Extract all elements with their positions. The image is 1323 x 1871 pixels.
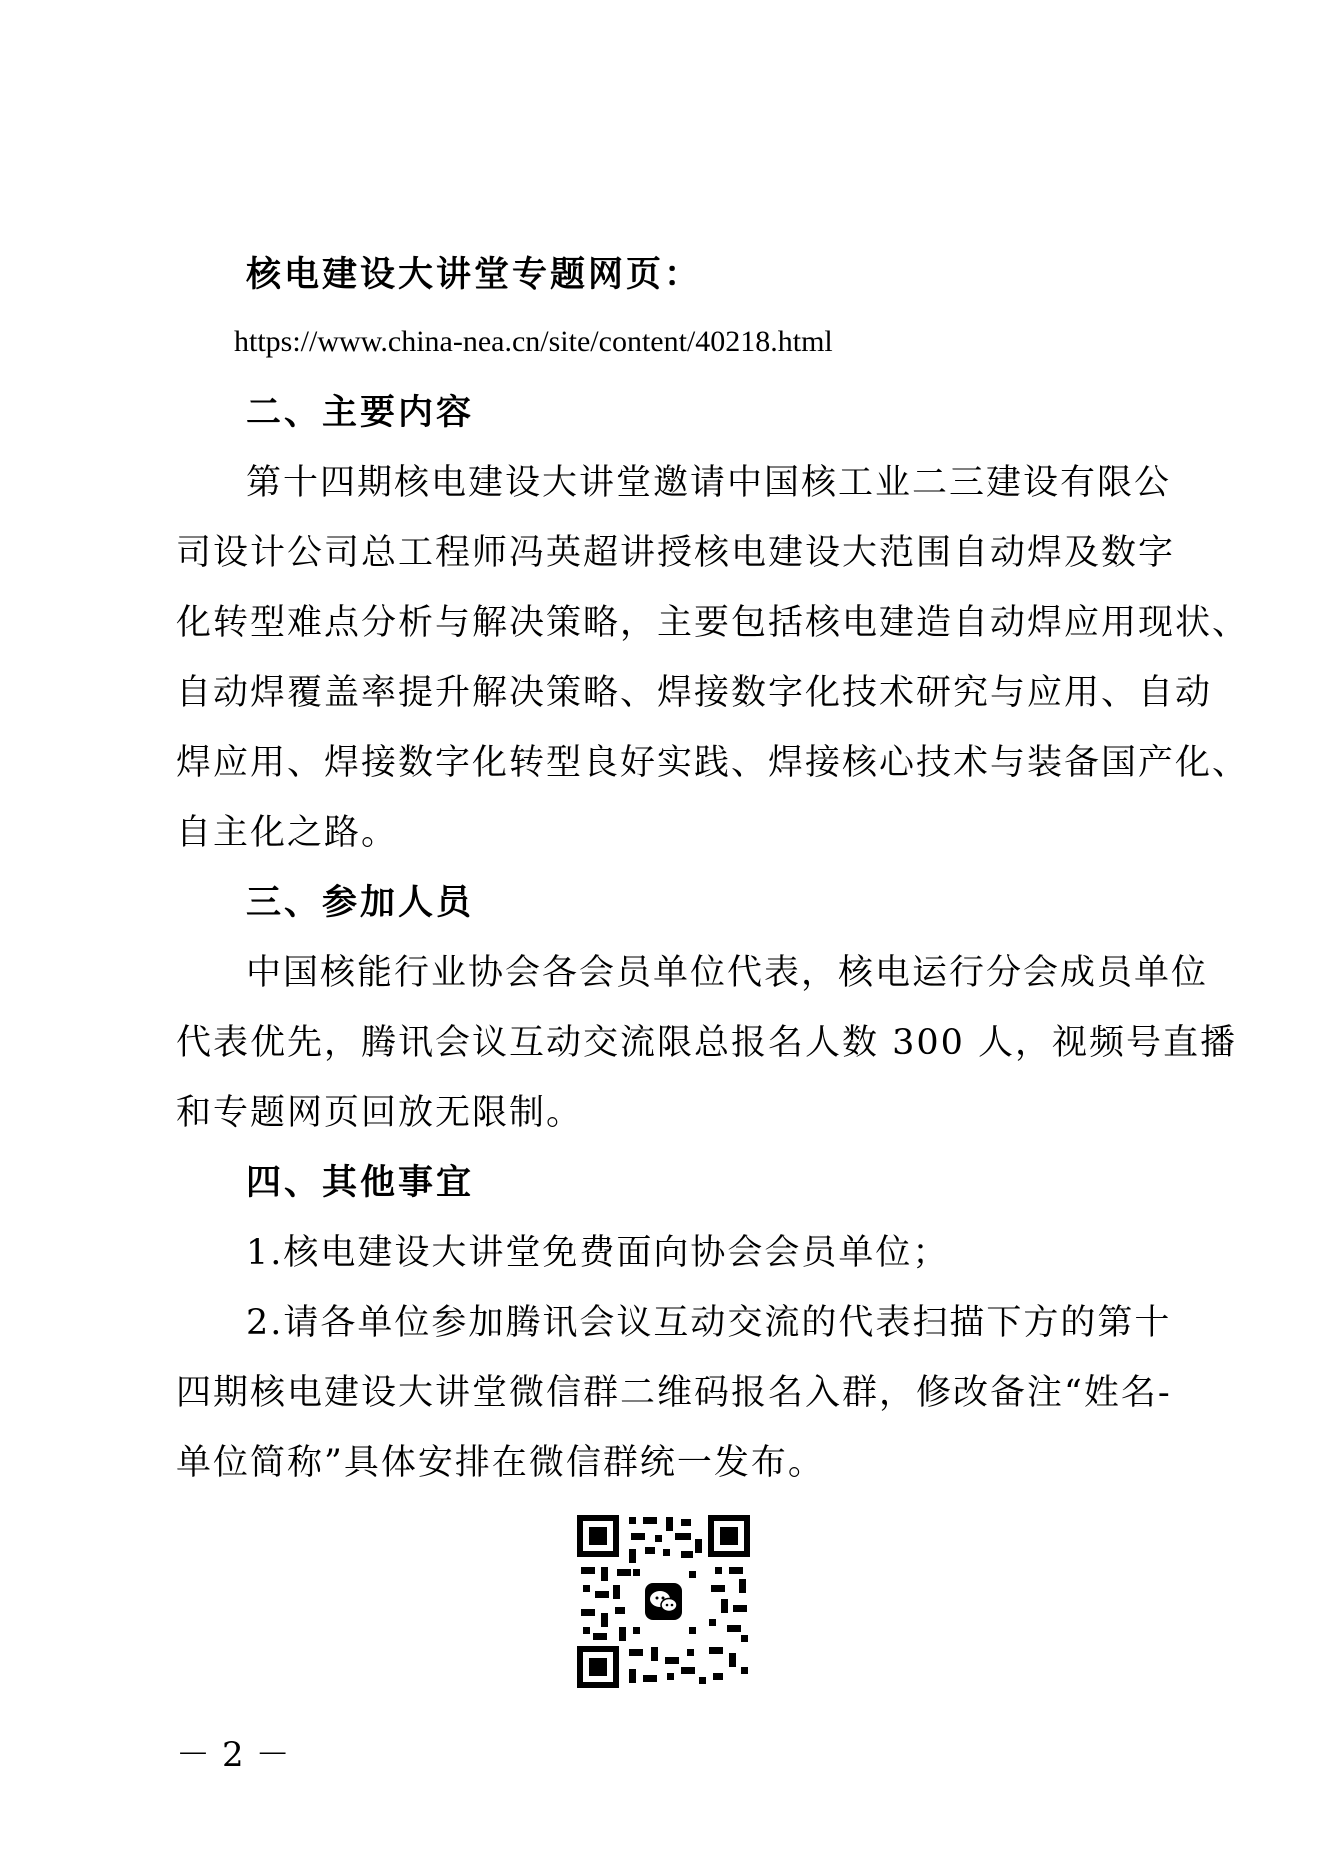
paragraph-line: 第十四期核电建设大讲堂邀请中国核工业二三建设有限公 xyxy=(246,463,1172,503)
paragraph-line: 自主化之路。 xyxy=(176,813,399,853)
list-item: 1.核电建设大讲堂免费面向协会会员单位； xyxy=(246,1233,950,1273)
paragraph-line: 四期核电建设大讲堂微信群二维码报名入群，修改备注“姓名- xyxy=(176,1373,1172,1413)
page-number: －2－ xyxy=(176,1735,302,1775)
paragraph-line: 单位简称”具体安排在微信群统一发布。 xyxy=(176,1443,825,1483)
paragraph-line: 和专题网页回放无限制。 xyxy=(176,1093,584,1133)
paragraph-line: 化转型难点分析与解决策略，主要包括核电建造自动焊应用现状、 xyxy=(176,603,1250,643)
paragraph-line: 代表优先，腾讯会议互动交流限总报名人数 300 人，视频号直播 xyxy=(176,1023,1238,1063)
paragraph-line: 自动焊覆盖率提升解决策略、焊接数字化技术研究与应用、自动 xyxy=(176,673,1213,713)
section-2-heading: 二、主要内容 xyxy=(246,393,475,433)
paragraph-line: 中国核能行业协会各会员单位代表，核电运行分会成员单位 xyxy=(246,953,1209,993)
paragraph-line: 焊应用、焊接数字化转型良好实践、焊接核心技术与装备国产化、 xyxy=(176,743,1250,783)
section-3-heading: 三、参加人员 xyxy=(246,883,475,923)
paragraph-line: 司设计公司总工程师冯英超讲授核电建设大范围自动焊及数字 xyxy=(176,533,1176,573)
list-item: 2.请各单位参加腾讯会议互动交流的代表扫描下方的第十 xyxy=(246,1303,1172,1343)
section-4-heading: 四、其他事宜 xyxy=(246,1163,475,1203)
wechat-qr-code-icon[interactable] xyxy=(571,1509,756,1694)
web-page-heading: 核电建设大讲堂专题网页： xyxy=(246,255,703,295)
web-page-url[interactable]: https://www.china-nea.cn/site/content/40218.html xyxy=(234,325,833,358)
